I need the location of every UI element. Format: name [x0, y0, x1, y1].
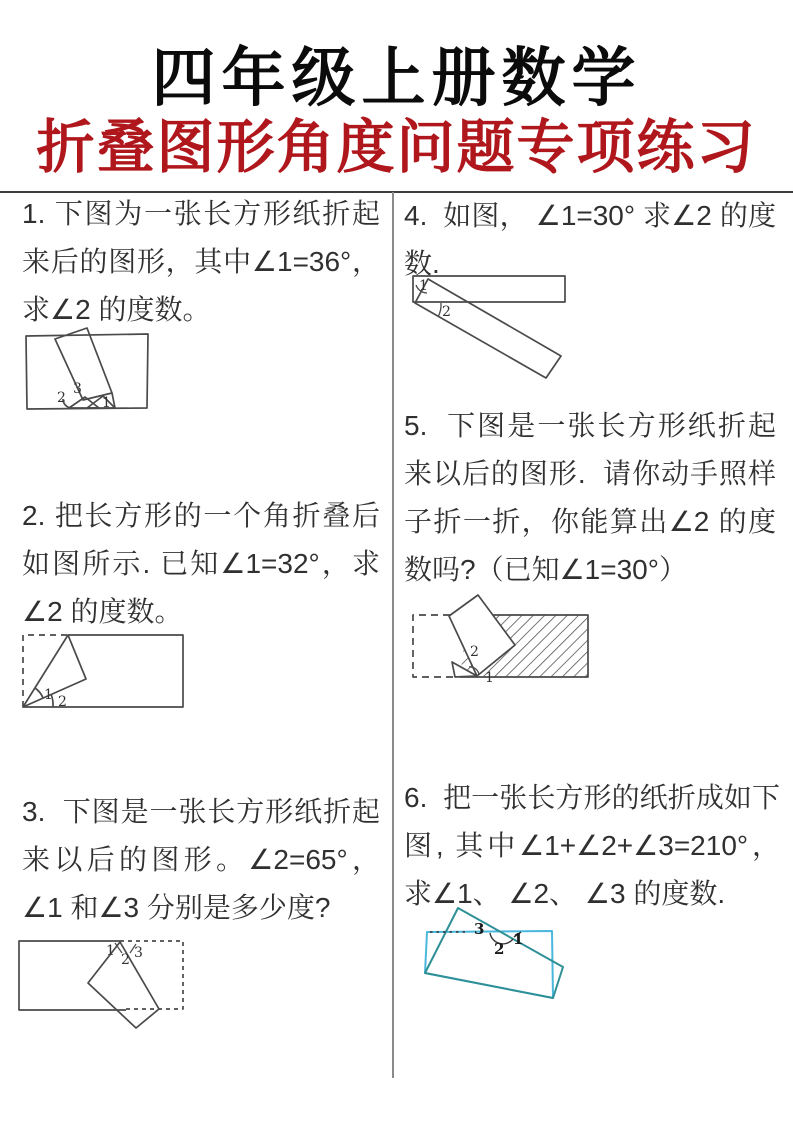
angle-label-1: 1: [513, 930, 524, 948]
angle-label-2: 2: [470, 644, 479, 660]
rectangle-dashed-edges: [413, 615, 458, 677]
problem-5-text: 5. 下图是一张长方形纸折起来以后的图形. 请你动手照样子折一折，你能算出∠2 的度数吗?（已知∠1=30°）: [404, 410, 776, 585]
problem-6-text: 6. 把一张长方形的纸折成如下图, 其中∠1+∠2+∠3=210°， 求∠1、 ∠2、 ∠3 的度数.: [404, 782, 788, 909]
diagram-6-cyan-fold: [420, 902, 572, 1007]
diagram-3-fold-down: [18, 933, 188, 1037]
angle-label-1: 1: [106, 943, 115, 959]
angle-label-1: 1: [485, 670, 494, 686]
problem-6: [404, 774, 788, 918]
column-divider: [392, 192, 394, 1078]
diagram-4-folded-strip: [412, 270, 569, 382]
page-title: 四年级上册数学: [151, 41, 642, 116]
angle-1-arc: [35, 688, 43, 698]
diagram-1-folded-rectangle: [25, 325, 157, 415]
angle-label-3: 3: [474, 920, 485, 938]
angle-label-2: 2: [442, 304, 451, 320]
rectangle-cyan: [425, 931, 553, 998]
problem-1: [22, 190, 380, 334]
diagram-2-corner-fold: [22, 632, 186, 712]
angle-label-3: 3: [134, 945, 143, 961]
angle-label-2: 2: [57, 390, 66, 406]
angle-label-2: 2: [58, 694, 67, 710]
problem-3-text: 3. 下图是一张长方形纸折起来以后的图形。∠2=65°， ∠1 和∠3 分别是多少度?: [22, 796, 388, 923]
angle-label-1: 1: [419, 278, 428, 294]
problem-3: [22, 788, 388, 932]
angle-label-1: 1: [44, 687, 53, 703]
angle-2-arc: [438, 303, 441, 317]
problem-4-text: 4. 如图， ∠1=30° 求∠2 的度数.: [404, 200, 776, 279]
strip-folded-diagonal: [415, 279, 561, 378]
problem-5: [404, 402, 776, 594]
folded-triangle: [23, 635, 86, 707]
angle-label-3: 3: [73, 381, 82, 397]
problem-2-text: 2. 把长方形的一个角折叠后如图所示. 已知∠1=32°，求∠2 的度数。: [22, 500, 380, 627]
diagram-5-hatched-fold: [411, 590, 591, 690]
problem-1-text: 1. 下图为一张长方形纸折起来后的图形，其中∠1=36°，求∠2 的度数。: [22, 198, 380, 325]
strip-horizontal: [413, 276, 565, 302]
problem-2: [22, 492, 380, 636]
angle-label-2: 2: [494, 940, 505, 958]
angle-label-1: 1: [102, 395, 111, 411]
angle-label-2: 2: [121, 952, 130, 968]
page-subtitle: 折叠图形角度问题专项练习: [36, 113, 757, 181]
